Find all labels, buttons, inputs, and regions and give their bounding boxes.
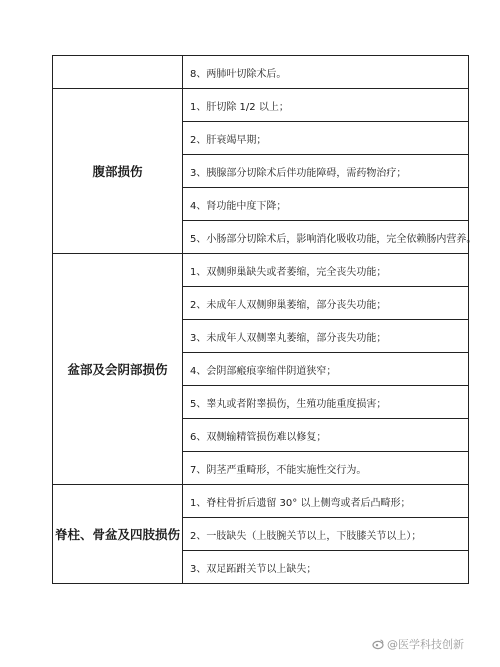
item-cell: 4、肾功能中度下降；: [183, 188, 469, 221]
category-cell: 盆部及会阴部损伤: [53, 254, 183, 485]
injury-classification-table: [52, 55, 477, 584]
item-cell: 7、阴茎严重畸形，不能实施性交行为。: [183, 452, 469, 485]
weibo-like-logo-icon: [372, 638, 384, 650]
item-cell: 1、双侧卵巢缺失或者萎缩，完全丧失功能；: [183, 254, 469, 287]
watermark: [372, 636, 464, 652]
watermark-text: @医学科技创新: [387, 638, 464, 651]
item-cell: 1、肝切除 1/2 以上；: [183, 89, 469, 122]
table-row: [53, 485, 469, 518]
table-row: [53, 89, 469, 122]
table-row: [53, 56, 469, 89]
item-cell: 2、未成年人双侧卵巢萎缩，部分丧失功能；: [183, 287, 469, 320]
item-cell: 3、双足跖跗关节以上缺失；: [183, 551, 469, 584]
item-cell: 8、两肺叶切除术后。: [183, 56, 469, 89]
item-cell: 6、双侧输精管损伤难以修复；: [183, 419, 469, 452]
item-cell: 2、一肢缺失（上肢腕关节以上，下肢膝关节以上）；: [183, 518, 469, 551]
item-cell: 1、脊柱骨折后遗留 30° 以上侧弯或者后凸畸形；: [183, 485, 469, 518]
table-row: [53, 254, 469, 287]
item-cell: 5、睾丸或者附睾损伤，生殖功能重度损害；: [183, 386, 469, 419]
item-cell: 5、小肠部分切除术后，影响消化吸收功能，完全依赖肠内营养。: [183, 221, 469, 254]
item-cell: 4、会阴部瘢痕挛缩伴阴道狭窄；: [183, 353, 469, 386]
item-cell: 2、肝衰竭早期；: [183, 122, 469, 155]
category-cell: 脊柱、骨盆及四肢损伤: [53, 485, 183, 584]
category-cell-empty: [53, 56, 183, 89]
item-cell: 3、未成年人双侧睾丸萎缩，部分丧失功能；: [183, 320, 469, 353]
category-cell: 腹部损伤: [53, 89, 183, 254]
item-cell: 3、胰腺部分切除术后伴功能障碍，需药物治疗；: [183, 155, 469, 188]
